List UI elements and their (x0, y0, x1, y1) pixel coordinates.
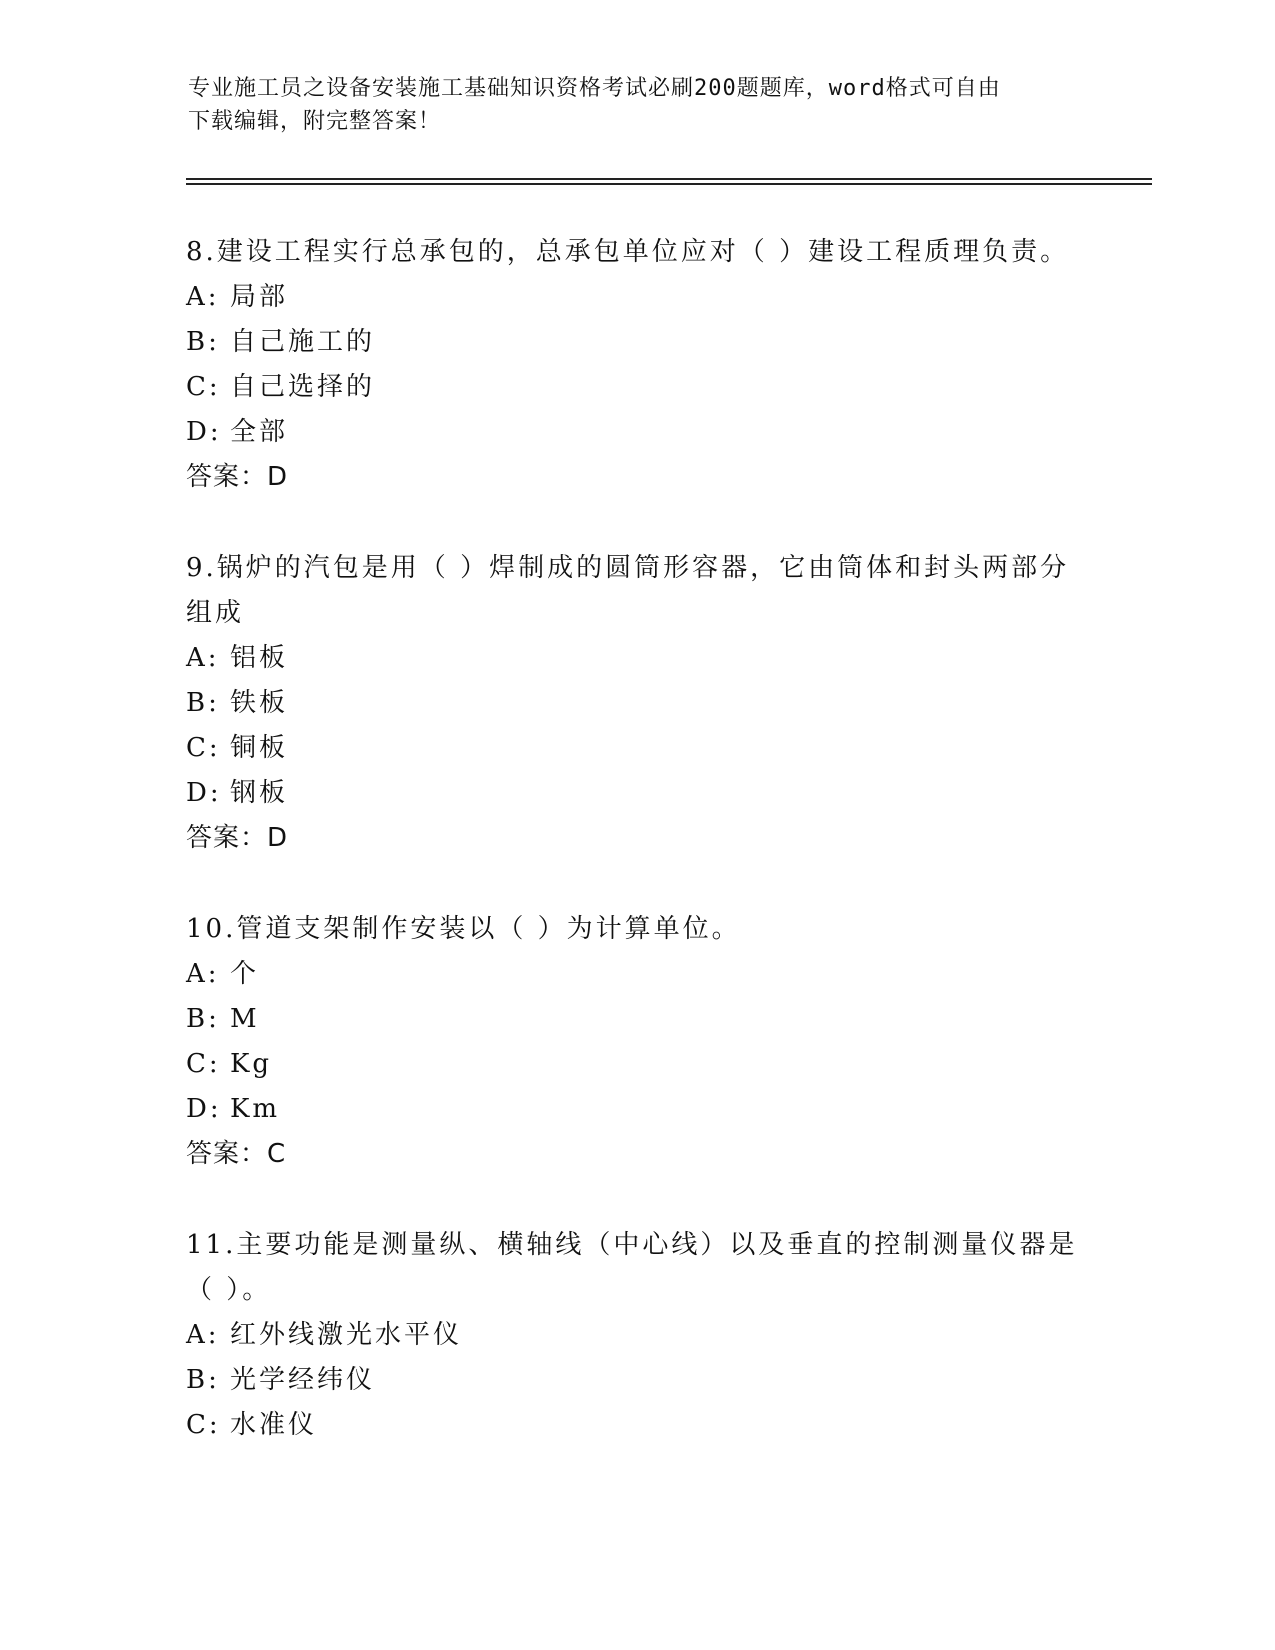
option-letter: B: (186, 688, 220, 718)
question-8 (186, 230, 1086, 500)
option-text: 全部 (230, 417, 289, 447)
document-header (188, 72, 1088, 138)
option-text: 个 (230, 959, 260, 989)
answer-line: 答案：D (186, 823, 289, 853)
question-stem: 11.主要功能是测量纵、横轴线（中心线）以及垂直的控制测量仪器是（ ）。 (186, 1230, 1078, 1305)
option-letter: C: (186, 372, 221, 402)
option-a (186, 636, 1086, 681)
header-divider-bottom (186, 183, 1152, 185)
option-letter: C: (186, 1049, 221, 1079)
question-stem: 9.锅炉的汽包是用（ ）焊制成的圆筒形容器，它由筒体和封头两部分组成 (186, 553, 1070, 628)
option-c (186, 726, 1086, 771)
option-letter: B: (186, 1365, 220, 1395)
option-text: 光学经纬仪 (230, 1365, 376, 1395)
option-text: Km (230, 1094, 281, 1124)
option-text: 自己选择的 (230, 372, 376, 402)
option-letter: B: (186, 327, 220, 357)
option-letter: D: (186, 417, 222, 447)
answer-line: 答案：D (186, 462, 289, 492)
option-d (186, 1087, 1086, 1132)
option-a (186, 1313, 1086, 1358)
option-letter: A: (186, 959, 220, 989)
option-b (186, 681, 1086, 726)
question-10 (186, 907, 1086, 1177)
header-title-line-2: 下载编辑，附完整答案！ (188, 109, 442, 134)
option-c (186, 1042, 1086, 1087)
option-d (186, 410, 1086, 455)
option-letter: A: (186, 1320, 220, 1350)
question-9 (186, 546, 1086, 861)
option-text: 红外线激光水平仪 (230, 1320, 463, 1350)
option-b (186, 1358, 1086, 1403)
option-a (186, 275, 1086, 320)
header-title-line-1: 专业施工员之设备安装施工基础知识资格考试必刷200题题库，word格式可自由 (188, 76, 1001, 101)
option-text: 自己施工的 (230, 327, 376, 357)
header-divider-top (186, 178, 1152, 180)
option-letter: A: (186, 643, 220, 673)
option-letter: D: (186, 778, 222, 808)
option-b (186, 997, 1086, 1042)
option-a (186, 952, 1086, 997)
option-text: 铁板 (230, 688, 289, 718)
option-letter: D: (186, 1094, 222, 1124)
option-letter: B: (186, 1004, 220, 1034)
option-c (186, 365, 1086, 410)
question-stem: 10.管道支架制作安装以（ ）为计算单位。 (186, 914, 741, 944)
option-text: 铝板 (230, 643, 289, 673)
option-text: 局部 (230, 282, 289, 312)
option-letter: C: (186, 733, 221, 763)
option-text: 铜板 (230, 733, 289, 763)
option-letter: C: (186, 1410, 221, 1440)
option-text: 钢板 (230, 778, 289, 808)
option-text: M (230, 1004, 260, 1034)
question-stem: 8.建设工程实行总承包的，总承包单位应对（ ）建设工程质理负责。 (186, 237, 1070, 267)
option-letter: A: (186, 282, 220, 312)
option-b (186, 320, 1086, 365)
question-11 (186, 1223, 1086, 1448)
option-text: Kg (230, 1049, 273, 1079)
option-text: 水准仪 (230, 1410, 318, 1440)
option-d (186, 771, 1086, 816)
answer-line: 答案：C (186, 1139, 287, 1169)
option-c (186, 1403, 1086, 1448)
question-list (186, 230, 1086, 1494)
